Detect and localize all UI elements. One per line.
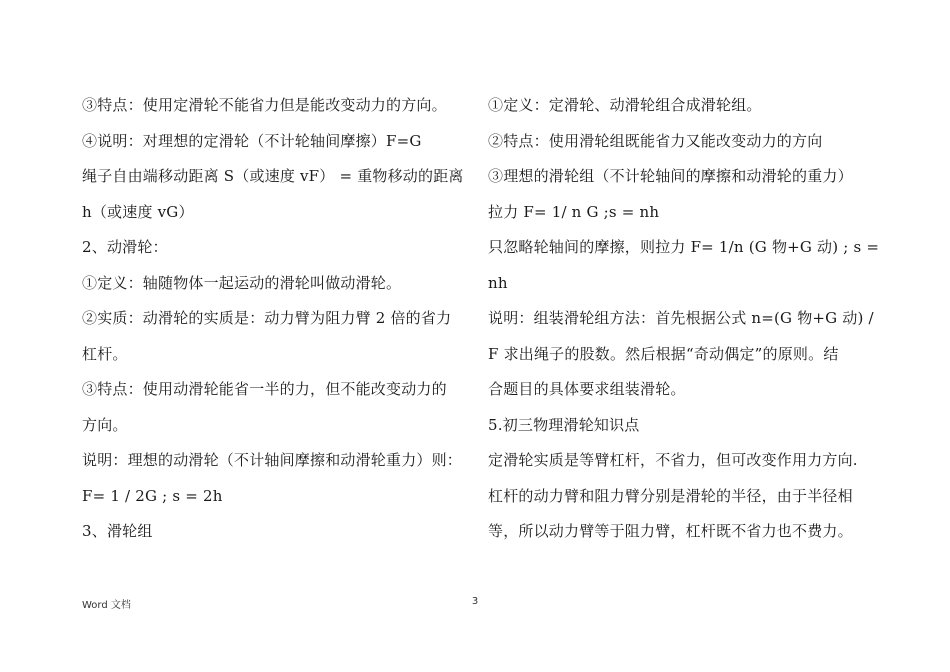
- section-heading: 5.初三物理滑轮知识点: [488, 415, 640, 434]
- text-line: ③特点：使用定滑轮不能省力但是能改变动力的方向。: [82, 96, 447, 114]
- text-line: 定滑轮实质是等臂杠杆，不省力，但可改变作用力方向.: [488, 451, 858, 469]
- formula-line: F= 1 / 2G ; s = 2h: [82, 486, 223, 505]
- section-heading: 3、滑轮组: [82, 522, 153, 540]
- text-line: ②实质：动滑轮的实质是：动力臂为阻力臂 2 倍的省力: [82, 309, 452, 327]
- left-column: [82, 88, 472, 550]
- text-line: ④说明：对理想的定滑轮（不计轮轴间摩擦）F=G: [82, 131, 422, 150]
- formula-line: 拉力 F= 1/ n G ;s = nh: [488, 202, 660, 221]
- text-line: ③理想的滑轮组（不计轮轴间的摩擦和动滑轮的重力）: [488, 167, 853, 185]
- section-heading: 2、动滑轮：: [82, 238, 168, 256]
- text-line: 等，所以动力臂等于阻力臂，杠杆既不省力也不费力。: [488, 522, 853, 540]
- footer-doc-label: Word 文档: [82, 600, 131, 611]
- text-line: 说明：理想的动滑轮（不计轴间摩擦和动滑轮重力）则：: [82, 451, 463, 469]
- text-line: 杠杆。: [82, 344, 128, 363]
- text-line: ①定义：轴随物体一起运动的滑轮叫做动滑轮。: [82, 273, 402, 292]
- text-line: ③特点：使用动滑轮能省一半的力，但不能改变动力的: [82, 380, 447, 398]
- page-number: 3: [471, 596, 479, 607]
- text-line: h（或速度 vG）: [82, 202, 194, 221]
- text-line: 合题目的具体要求组装滑轮。: [488, 380, 686, 398]
- text-line: ①定义：定滑轮、动滑轮组合成滑轮组。: [488, 96, 762, 114]
- text-line: 说明：组装滑轮组方法：首先根据公式 n=(G 物+G 动) /: [488, 309, 874, 327]
- right-column: [488, 88, 878, 550]
- text-line: 方向。: [82, 415, 128, 434]
- text-line: 杠杆的动力臂和阻力臂分别是滑轮的半径，由于半径相: [488, 486, 853, 505]
- text-line: 绳子自由端移动距离 S（或速度 vF） = 重物移动的距离: [82, 167, 464, 185]
- text-line: ②特点：使用滑轮组既能省力又能改变动力的方向: [488, 131, 823, 150]
- text-line: F 求出绳子的股数。然后根据“奇动偶定”的原则。结: [488, 344, 839, 363]
- text-line: 只忽略轮轴间的摩擦，则拉力 F= 1/n (G 物+G 动) ; s =: [488, 238, 880, 256]
- text-line: nh: [488, 273, 508, 292]
